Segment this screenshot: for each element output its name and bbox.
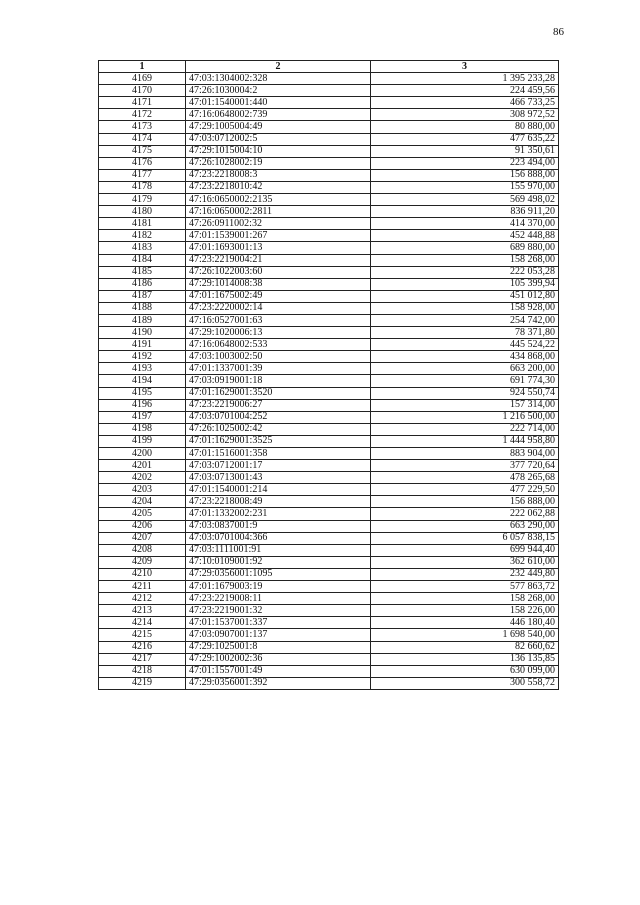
table-row — [99, 605, 559, 617]
cadastral-value-table — [98, 60, 559, 690]
cadastral-value-cell: 924 550,74 — [371, 387, 559, 399]
table-row — [99, 423, 559, 435]
cadastral-value-cell: 663 290,00 — [371, 520, 559, 532]
cadastral-number-cell: 47:01:1675002:49 — [186, 290, 371, 302]
cadastral-value-cell: 689 880,00 — [371, 242, 559, 254]
cadastral-number-cell: 47:03:1304002:328 — [186, 73, 371, 85]
row-number-cell: 4202 — [99, 472, 186, 484]
row-number-cell: 4185 — [99, 266, 186, 278]
cadastral-number-cell: 47:26:1030004:2 — [186, 85, 371, 97]
cadastral-value-cell: 6 057 838,15 — [371, 532, 559, 544]
cadastral-number-cell: 47:16:0650002:2811 — [186, 206, 371, 218]
table-row — [99, 544, 559, 556]
table-row — [99, 653, 559, 665]
cadastral-value-cell: 452 448,88 — [371, 230, 559, 242]
cadastral-value-cell: 451 012,80 — [371, 290, 559, 302]
cadastral-value-cell: 78 371,80 — [371, 327, 559, 339]
row-number-cell: 4215 — [99, 629, 186, 641]
table-row — [99, 206, 559, 218]
cadastral-number-cell: 47:29:0356001:1095 — [186, 568, 371, 580]
cadastral-value-cell: 446 180,40 — [371, 617, 559, 629]
cadastral-value-cell: 156 888,00 — [371, 496, 559, 508]
cadastral-value-cell: 80 880,00 — [371, 121, 559, 133]
cadastral-number-cell: 47:01:1540001:214 — [186, 484, 371, 496]
cadastral-number-cell: 47:03:0712001:17 — [186, 460, 371, 472]
cadastral-number-cell: 47:26:1022003:60 — [186, 266, 371, 278]
cadastral-value-cell: 223 494,00 — [371, 157, 559, 169]
cadastral-value-cell: 308 972,52 — [371, 109, 559, 121]
column-header-cadastral-number: 2 — [186, 61, 371, 73]
cadastral-number-cell: 47:01:1629001:3520 — [186, 387, 371, 399]
table-row — [99, 363, 559, 375]
cadastral-value-cell: 155 970,00 — [371, 181, 559, 193]
row-number-cell: 4219 — [99, 677, 186, 689]
row-number-cell: 4207 — [99, 532, 186, 544]
cadastral-number-cell: 47:23:2218008:49 — [186, 496, 371, 508]
table-row — [99, 218, 559, 230]
row-number-cell: 4186 — [99, 278, 186, 290]
cadastral-number-cell: 47:01:1693001:13 — [186, 242, 371, 254]
row-number-cell: 4184 — [99, 254, 186, 266]
cadastral-value-cell: 577 863,72 — [371, 581, 559, 593]
cadastral-value-cell: 630 099,00 — [371, 665, 559, 677]
table-row — [99, 399, 559, 411]
table-row — [99, 109, 559, 121]
row-number-cell: 4182 — [99, 230, 186, 242]
table-row — [99, 181, 559, 193]
row-number-cell: 4176 — [99, 157, 186, 169]
table-row — [99, 339, 559, 351]
table-row — [99, 351, 559, 363]
cadastral-value-cell: 663 200,00 — [371, 363, 559, 375]
row-number-cell: 4196 — [99, 399, 186, 411]
cadastral-value-cell: 105 399,94 — [371, 278, 559, 290]
cadastral-value-cell: 699 944,40 — [371, 544, 559, 556]
table-row — [99, 97, 559, 109]
cadastral-value-cell: 362 610,00 — [371, 556, 559, 568]
cadastral-number-cell: 47:26:0911002:32 — [186, 218, 371, 230]
cadastral-value-cell: 157 314,00 — [371, 399, 559, 411]
table-row — [99, 327, 559, 339]
cadastral-value-cell: 1 698 540,00 — [371, 629, 559, 641]
cadastral-value-cell: 136 135,85 — [371, 653, 559, 665]
cadastral-number-cell: 47:23:2219004:21 — [186, 254, 371, 266]
table-row — [99, 169, 559, 181]
table-row — [99, 484, 559, 496]
row-number-cell: 4180 — [99, 206, 186, 218]
table-row — [99, 266, 559, 278]
cadastral-value-cell: 445 524,22 — [371, 339, 559, 351]
table-row — [99, 121, 559, 133]
table-row — [99, 641, 559, 653]
row-number-cell: 4198 — [99, 423, 186, 435]
row-number-cell: 4170 — [99, 85, 186, 97]
table-row — [99, 278, 559, 290]
cadastral-number-cell: 47:16:0527001:63 — [186, 314, 371, 326]
cadastral-value-cell: 478 265,68 — [371, 472, 559, 484]
cadastral-number-cell: 47:10:0109001:92 — [186, 556, 371, 568]
cadastral-number-cell: 47:03:0837001:9 — [186, 520, 371, 532]
cadastral-number-cell: 47:23:2219006:27 — [186, 399, 371, 411]
table-row — [99, 145, 559, 157]
row-number-cell: 4174 — [99, 133, 186, 145]
table-row — [99, 73, 559, 85]
cadastral-number-cell: 47:16:0648002:533 — [186, 339, 371, 351]
cadastral-value-cell: 300 558,72 — [371, 677, 559, 689]
row-number-cell: 4211 — [99, 581, 186, 593]
cadastral-value-cell: 224 459,56 — [371, 85, 559, 97]
table-row — [99, 302, 559, 314]
cadastral-value-cell: 232 449,80 — [371, 568, 559, 580]
cadastral-number-cell: 47:01:1629001:3525 — [186, 435, 371, 447]
cadastral-value-cell: 158 226,00 — [371, 605, 559, 617]
row-number-cell: 4214 — [99, 617, 186, 629]
row-number-cell: 4181 — [99, 218, 186, 230]
cadastral-number-cell: 47:23:2220002:14 — [186, 302, 371, 314]
cadastral-number-cell: 47:16:0648002:739 — [186, 109, 371, 121]
cadastral-value-cell: 158 928,00 — [371, 302, 559, 314]
cadastral-number-cell: 47:29:0356001:392 — [186, 677, 371, 689]
row-number-cell: 4205 — [99, 508, 186, 520]
table-row — [99, 581, 559, 593]
table-row — [99, 448, 559, 460]
cadastral-number-cell: 47:29:1005004:49 — [186, 121, 371, 133]
cadastral-number-cell: 47:29:1014008:38 — [186, 278, 371, 290]
table-row — [99, 532, 559, 544]
column-header-value: 3 — [371, 61, 559, 73]
table-row — [99, 496, 559, 508]
row-number-cell: 4192 — [99, 351, 186, 363]
cadastral-number-cell: 47:03:1111001:91 — [186, 544, 371, 556]
table-row — [99, 629, 559, 641]
row-number-cell: 4183 — [99, 242, 186, 254]
table-row — [99, 242, 559, 254]
table-row — [99, 194, 559, 206]
cadastral-number-cell: 47:03:0712002:5 — [186, 133, 371, 145]
cadastral-value-cell: 1 444 958,80 — [371, 435, 559, 447]
cadastral-value-cell: 569 498,02 — [371, 194, 559, 206]
cadastral-value-cell: 254 742,00 — [371, 314, 559, 326]
column-header-number: 1 — [99, 61, 186, 73]
row-number-cell: 4201 — [99, 460, 186, 472]
cadastral-value-cell: 414 370,00 — [371, 218, 559, 230]
row-number-cell: 4191 — [99, 339, 186, 351]
row-number-cell: 4172 — [99, 109, 186, 121]
cadastral-number-cell: 47:29:1025001:8 — [186, 641, 371, 653]
row-number-cell: 4190 — [99, 327, 186, 339]
table-row — [99, 133, 559, 145]
table-row — [99, 387, 559, 399]
row-number-cell: 4179 — [99, 194, 186, 206]
table-row — [99, 593, 559, 605]
cadastral-number-cell: 47:01:1537001:337 — [186, 617, 371, 629]
cadastral-number-cell: 47:03:0907001:137 — [186, 629, 371, 641]
cadastral-value-cell: 91 350,61 — [371, 145, 559, 157]
row-number-cell: 4197 — [99, 411, 186, 423]
cadastral-number-cell: 47:01:1516001:358 — [186, 448, 371, 460]
row-number-cell: 4195 — [99, 387, 186, 399]
cadastral-value-cell: 434 868,00 — [371, 351, 559, 363]
cadastral-number-cell: 47:23:2219008:11 — [186, 593, 371, 605]
cadastral-value-cell: 158 268,00 — [371, 254, 559, 266]
row-number-cell: 4203 — [99, 484, 186, 496]
row-number-cell: 4173 — [99, 121, 186, 133]
cadastral-value-cell: 377 720,64 — [371, 460, 559, 472]
cadastral-number-cell: 47:01:1679003:19 — [186, 581, 371, 593]
row-number-cell: 4206 — [99, 520, 186, 532]
row-number-cell: 4175 — [99, 145, 186, 157]
row-number-cell: 4218 — [99, 665, 186, 677]
row-number-cell: 4216 — [99, 641, 186, 653]
table-row — [99, 230, 559, 242]
cadastral-number-cell: 47:29:1015004:10 — [186, 145, 371, 157]
cadastral-number-cell: 47:01:1557001:49 — [186, 665, 371, 677]
row-number-cell: 4210 — [99, 568, 186, 580]
cadastral-number-cell: 47:16:0650002:2135 — [186, 194, 371, 206]
table-row — [99, 435, 559, 447]
cadastral-number-cell: 47:01:1539001:267 — [186, 230, 371, 242]
cadastral-value-cell: 691 774,30 — [371, 375, 559, 387]
cadastral-value-cell: 158 268,00 — [371, 593, 559, 605]
table-header-row — [99, 61, 559, 73]
table-row — [99, 290, 559, 302]
cadastral-value-cell: 883 904,00 — [371, 448, 559, 460]
cadastral-number-cell: 47:03:0713001:43 — [186, 472, 371, 484]
cadastral-value-cell: 222 062,88 — [371, 508, 559, 520]
cadastral-value-cell: 477 635,22 — [371, 133, 559, 145]
page-number: 86 — [553, 26, 564, 38]
table-body — [99, 73, 559, 690]
table-row — [99, 520, 559, 532]
row-number-cell: 4188 — [99, 302, 186, 314]
row-number-cell: 4171 — [99, 97, 186, 109]
row-number-cell: 4200 — [99, 448, 186, 460]
table-row — [99, 508, 559, 520]
table-row — [99, 677, 559, 689]
cadastral-number-cell: 47:23:2218010:42 — [186, 181, 371, 193]
cadastral-number-cell: 47:26:1028002:19 — [186, 157, 371, 169]
cadastral-number-cell: 47:01:1332002:231 — [186, 508, 371, 520]
table-row — [99, 460, 559, 472]
cadastral-value-cell: 82 660,62 — [371, 641, 559, 653]
cadastral-value-cell: 222 714,00 — [371, 423, 559, 435]
cadastral-number-cell: 47:26:1025002:42 — [186, 423, 371, 435]
cadastral-number-cell: 47:03:0919001:18 — [186, 375, 371, 387]
row-number-cell: 4204 — [99, 496, 186, 508]
row-number-cell: 4217 — [99, 653, 186, 665]
cadastral-value-cell: 1 216 500,00 — [371, 411, 559, 423]
cadastral-number-cell: 47:29:1002002:36 — [186, 653, 371, 665]
row-number-cell: 4187 — [99, 290, 186, 302]
row-number-cell: 4169 — [99, 73, 186, 85]
cadastral-number-cell: 47:03:1003002:50 — [186, 351, 371, 363]
cadastral-value-cell: 836 911,20 — [371, 206, 559, 218]
cadastral-number-cell: 47:01:1540001:440 — [186, 97, 371, 109]
table-row — [99, 665, 559, 677]
table-row — [99, 157, 559, 169]
cadastral-number-cell: 47:23:2218008:3 — [186, 169, 371, 181]
table-row — [99, 85, 559, 97]
row-number-cell: 4212 — [99, 593, 186, 605]
row-number-cell: 4194 — [99, 375, 186, 387]
cadastral-value-cell: 222 053,28 — [371, 266, 559, 278]
row-number-cell: 4208 — [99, 544, 186, 556]
row-number-cell: 4178 — [99, 181, 186, 193]
table-row — [99, 568, 559, 580]
table-row — [99, 375, 559, 387]
cadastral-value-cell: 156 888,00 — [371, 169, 559, 181]
cadastral-value-cell: 1 395 233,28 — [371, 73, 559, 85]
cadastral-number-cell: 47:03:0701004:252 — [186, 411, 371, 423]
row-number-cell: 4209 — [99, 556, 186, 568]
cadastral-value-cell: 477 229,50 — [371, 484, 559, 496]
cadastral-number-cell: 47:03:0701004:366 — [186, 532, 371, 544]
table-row — [99, 411, 559, 423]
cadastral-number-cell: 47:29:1020006:13 — [186, 327, 371, 339]
row-number-cell: 4193 — [99, 363, 186, 375]
row-number-cell: 4213 — [99, 605, 186, 617]
table-row — [99, 617, 559, 629]
row-number-cell: 4177 — [99, 169, 186, 181]
table-row — [99, 314, 559, 326]
row-number-cell: 4189 — [99, 314, 186, 326]
row-number-cell: 4199 — [99, 435, 186, 447]
table-row — [99, 556, 559, 568]
cadastral-number-cell: 47:23:2219001:32 — [186, 605, 371, 617]
cadastral-number-cell: 47:01:1337001:39 — [186, 363, 371, 375]
table-row — [99, 254, 559, 266]
table-row — [99, 472, 559, 484]
cadastral-value-cell: 466 733,25 — [371, 97, 559, 109]
